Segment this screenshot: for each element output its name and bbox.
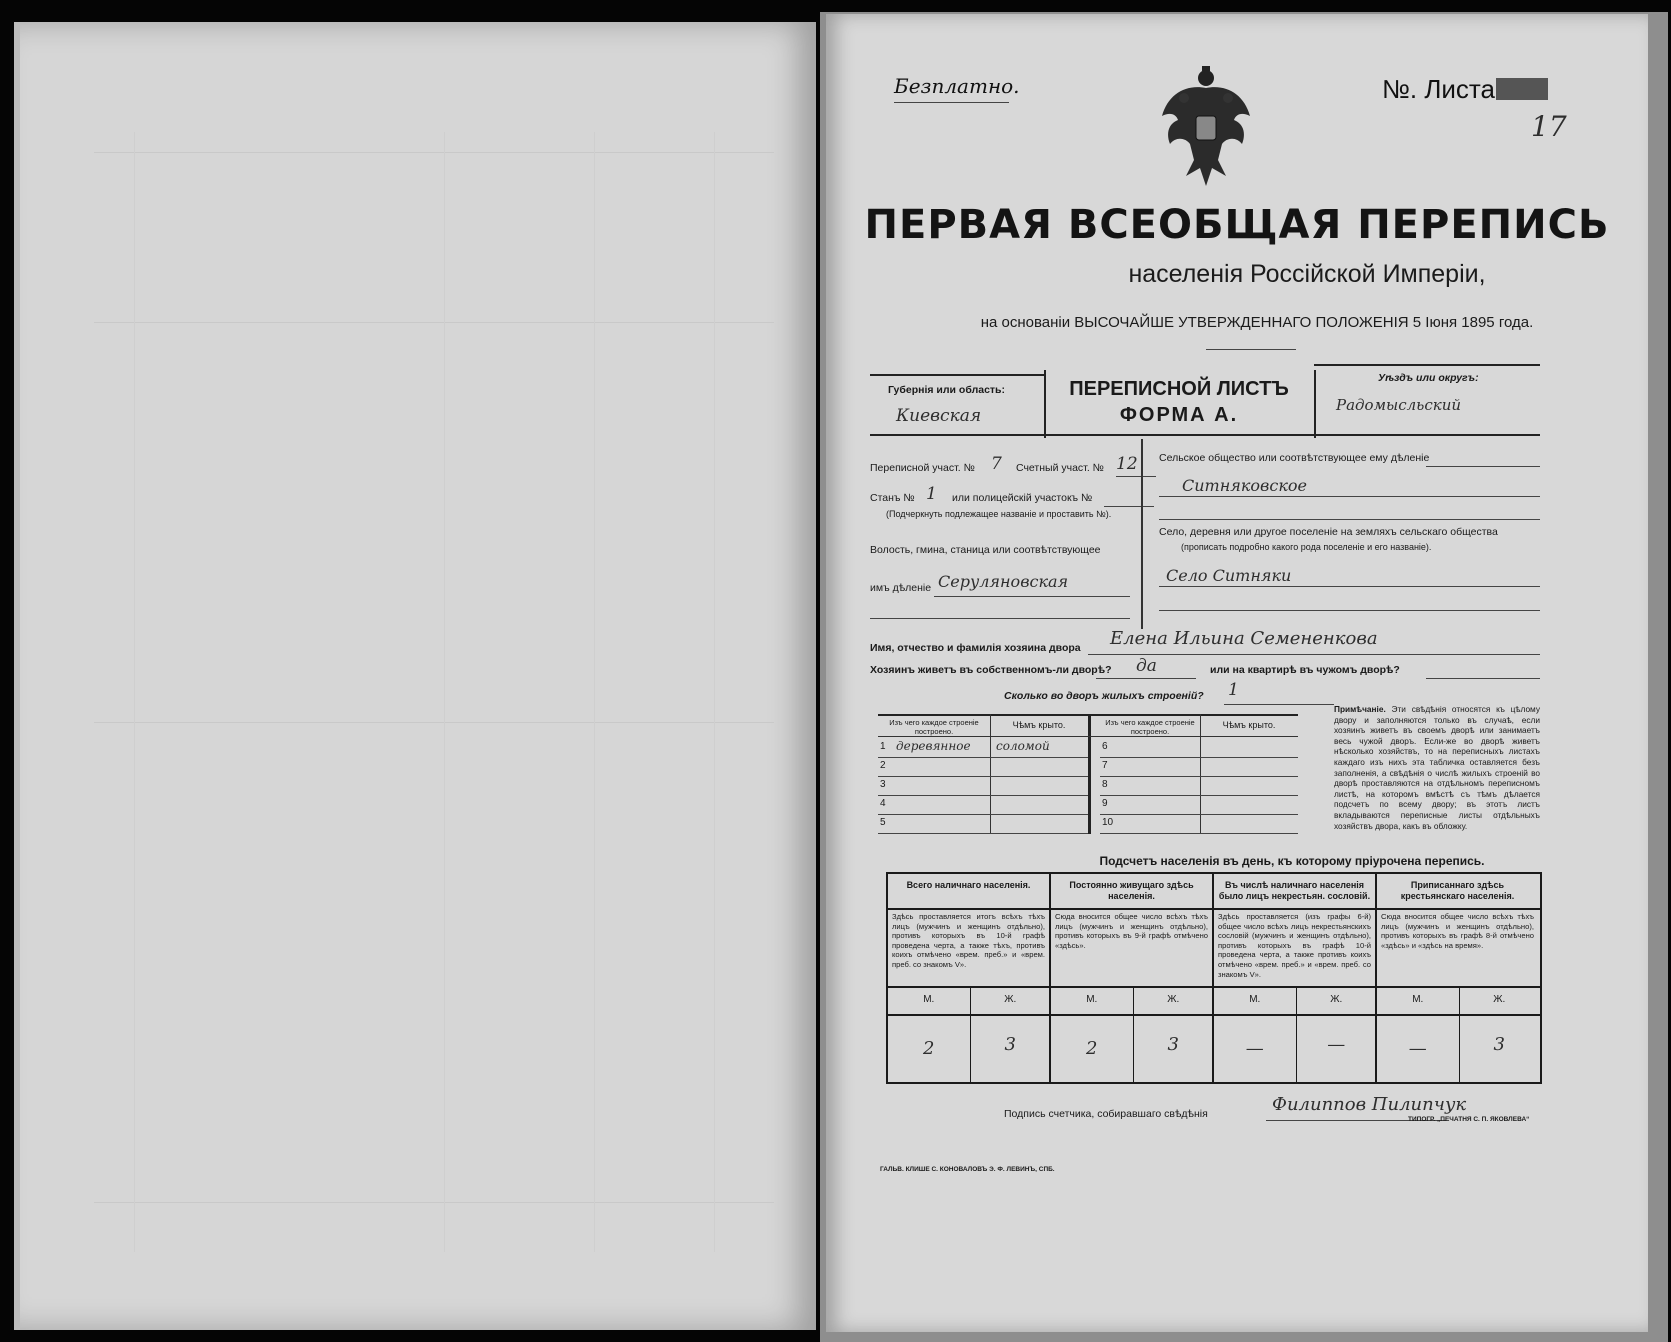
table-row — [1100, 814, 1298, 834]
table-row — [878, 795, 1088, 815]
column-description: Сюда вносится общее число всѣхъ тѣхъ лицъ (мужчинъ и женщинъ отдѣльно), противъ которыхъ въ графѣ 8-й отмѣчено «здѣсь» и «здѣсь на время». — [1381, 912, 1534, 950]
female-label: Ж. — [1004, 994, 1017, 1005]
district-value: Радомысльский — [1336, 396, 1462, 414]
field-line — [1159, 610, 1540, 611]
male-label: М. — [1249, 994, 1261, 1005]
field-line — [1116, 476, 1156, 477]
village-label: Село, деревня или другое поселеніе на земляхъ сельскаго общества — [1159, 526, 1498, 538]
male-label: М. — [1412, 994, 1424, 1005]
owner-lives-label: Хозяинъ живетъ въ собственномъ-ли дворѣ? — [870, 664, 1112, 676]
header-rule — [1214, 1014, 1377, 1016]
row-number: 8 — [1102, 779, 1108, 790]
count-section-title: Подсчетъ населенія въ день, къ которому пріурочена перепись. — [1099, 854, 1485, 868]
column-header: Всего наличнаго населенія. — [906, 880, 1031, 890]
divider — [1044, 370, 1046, 438]
volost-label-2: имъ дѣленіе — [870, 582, 932, 594]
column-description: Сюда вносится общее число всѣхъ тѣхъ лицъ (мужчинъ и женщинъ отдѣльно), противъ которыхъ въ 9-й графѣ отмѣчено «здѣсь». — [1055, 912, 1208, 950]
census-plot-label: Переписной участ. № — [870, 462, 975, 474]
volost-label: Волость, гмина, станица или соотвѣтствующее — [870, 544, 1101, 556]
field-line — [1426, 466, 1540, 467]
field-line — [1159, 586, 1540, 587]
count-plot-label: Счетный участ. № — [1016, 462, 1104, 474]
divider — [870, 434, 1540, 436]
buildings-label: Сколько во дворъ жилыхъ строеній? — [1004, 690, 1204, 702]
police-label: или полицейскій участокъ № — [952, 492, 1093, 504]
divider — [1314, 370, 1316, 438]
header-rule — [888, 908, 1051, 910]
ruled-line — [94, 152, 774, 153]
female-count: — — [1327, 1034, 1346, 1055]
material-cell: деревянное — [896, 739, 971, 753]
stan-value: 1 — [926, 484, 937, 504]
table-row — [878, 814, 1088, 834]
signature-label: Подпись счетчика, собиравшаго свѣдѣнія — [1004, 1108, 1208, 1120]
ruled-line — [594, 132, 595, 1252]
female-label: Ж. — [1167, 994, 1180, 1005]
province-label: Губернія или область: — [888, 384, 1006, 396]
col-material-header: Изъ чего каждое строеніе построено. — [1105, 718, 1195, 736]
page-edge — [14, 22, 20, 1330]
divider — [1314, 364, 1540, 366]
row-number: 1 — [880, 741, 886, 752]
free-label: Безплатно. — [894, 74, 1020, 98]
row-number: 2 — [880, 760, 886, 771]
table-row — [1100, 795, 1298, 815]
column-header: Въ числѣ наличнаго населенія было лицъ некрестьян. сословій. — [1218, 880, 1371, 901]
male-count: — — [1408, 1038, 1427, 1059]
row-number: 10 — [1102, 817, 1114, 828]
column-description: Здѣсь проставляется итогъ всѣхъ тѣхъ лицъ (мужчинъ и женщинъ отдѣльно), противъ которыхъ въ 10-й графѣ проведена черта, а также тѣхъ, противъ коихъ отмѣчено «врем. преб.» и «врем. преб. со знакомъ V». — [892, 912, 1045, 969]
table-row — [1100, 776, 1298, 796]
row-number: 7 — [1102, 760, 1108, 771]
document-title: ПЕРВАЯ ВСЕОБЩАЯ ПЕРЕПИСЬ — [864, 202, 1610, 248]
form-title: ПЕРЕПИСНОЙ ЛИСТЪ — [1069, 378, 1289, 400]
field-line — [1096, 678, 1196, 679]
female-label: Ж. — [1493, 994, 1506, 1005]
ruled-line — [94, 1202, 774, 1203]
document-basis: на основаніи ВЫСОЧАЙШЕ УТВЕРЖДЕННАГО ПОЛОЖЕНІЯ 5 Іюня 1895 года. — [980, 314, 1534, 331]
male-label: М. — [923, 994, 935, 1005]
male-label: М. — [1086, 994, 1098, 1005]
field-line — [870, 618, 1130, 619]
col-material-header: Изъ чего каждое строеніе построено. — [889, 718, 979, 736]
form-subtitle: ФОРМА А. — [1119, 404, 1239, 426]
buildings-table — [878, 714, 1298, 844]
signature-value: Филиппов Пилипчук — [1272, 1094, 1467, 1115]
district-label: Уѣздъ или округъ: — [1378, 372, 1479, 384]
ornament-rule — [1206, 349, 1296, 350]
note-text: Эти свѣдѣнія относятся къ цѣлому двору и заполняются только въ случаѣ, если хозяинъ живетъ въ своемъ дворѣ или занимаетъ весь чужой дворъ. Если-же во дворѣ живетъ нѣсколько хозяйствъ, то на переписныхъ листахъ каждаго изъ нихъ эта табличка оставляется безъ заполненія, а свѣдѣнія о числѣ жилыхъ строеній во дворѣ проставляются на отдѣльномъ переписномъ листѣ, на которомъ вмѣстѣ съ тѣмъ дѣлается подсчетъ по всему двору; въ этотъ листъ вкладываются переписные листы отдѣльныхъ хозяйствъ двора, какъ въ обложку. — [1334, 704, 1541, 831]
province-value: Киевская — [896, 406, 982, 426]
double-headed-eagle-emblem — [1156, 64, 1256, 192]
ruled-line — [94, 722, 774, 723]
header-rule — [1377, 1014, 1540, 1016]
row-number: 9 — [1102, 798, 1108, 809]
header-rule — [1051, 908, 1214, 910]
note-block — [1334, 704, 1540, 831]
owner-name-value: Елена Ильина Семененкова — [1110, 628, 1378, 649]
field-line — [934, 596, 1130, 597]
table-row — [878, 776, 1088, 796]
table-row — [1100, 738, 1298, 758]
printer-right: ТИПОГР. „ПЕЧАТНЯ С. П. ЯКОВЛЕВА“ — [1408, 1116, 1530, 1123]
population-count-table — [886, 872, 1542, 1084]
sheet-number-box — [1496, 78, 1548, 100]
printer-left: ГАЛЬВ. КЛИШЕ С. КОНОВАЛОВЪ Э. Ф. ЛЕВИНЪ, СПБ. — [880, 1166, 1055, 1173]
header-rule — [1051, 1014, 1214, 1016]
column-header: Постоянно живущаго здѣсь населенія. — [1069, 880, 1194, 901]
owner-or-label: или на квартирѣ въ чужомъ дворѣ? — [1210, 664, 1400, 676]
owner-name-label: Имя, отчество и фамилія хозяина двора — [870, 642, 1081, 654]
row-number: 5 — [880, 817, 886, 828]
row-number: 6 — [1102, 741, 1108, 752]
column-header: Приписаннаго здѣсь крестьянскаго населенія. — [1400, 880, 1515, 901]
field-line — [1426, 678, 1540, 679]
volost-value: Серуляновская — [938, 572, 1069, 591]
roof-cell: соломой — [996, 739, 1050, 753]
col-roof-header: Чѣмъ крыто. — [1012, 720, 1066, 730]
census-form-page — [826, 14, 1648, 1332]
sheet-number-hand: 17 — [1531, 110, 1567, 143]
field-line — [1104, 506, 1154, 507]
count-plot-value: 12 — [1116, 454, 1138, 474]
col-roof-header: Чѣмъ крыто. — [1222, 720, 1276, 730]
table-row — [878, 757, 1088, 777]
field-line — [1159, 519, 1540, 520]
document-subtitle: населенія Россійской Имперіи, — [1128, 260, 1486, 288]
stan-label: Станъ № — [870, 492, 915, 504]
sheet-number-label: №. Листа — [1382, 74, 1496, 104]
census-plot-value: 7 — [991, 454, 1002, 474]
underline-note: (Подчеркнуть подлежащее названіе и проставить №). — [886, 509, 1112, 519]
male-count: 2 — [1086, 1038, 1098, 1059]
note-label: Примѣчаніе. — [1334, 704, 1386, 714]
ruled-line — [94, 322, 774, 323]
header-rule — [1377, 908, 1540, 910]
table-rule — [878, 736, 1298, 737]
table-rule — [1088, 714, 1091, 834]
male-count: 2 — [923, 1038, 935, 1059]
divider — [870, 374, 1044, 376]
female-count: 3 — [1167, 1034, 1179, 1055]
ruled-line — [714, 132, 715, 1252]
female-count: 3 — [1004, 1034, 1016, 1055]
field-line — [1159, 496, 1540, 497]
society-value: Ситняковское — [1182, 476, 1307, 495]
field-line — [1224, 704, 1334, 705]
underline — [894, 102, 1009, 103]
village-value: Село Ситняки — [1166, 566, 1292, 585]
female-label: Ж. — [1330, 994, 1343, 1005]
village-note: (прописать подробно какого рода поселеніе и его названіе). — [1181, 542, 1432, 552]
table-row — [1100, 757, 1298, 777]
table-row — [878, 738, 1088, 758]
buildings-value: 1 — [1228, 680, 1239, 700]
row-number: 4 — [880, 798, 886, 809]
column-description: Здѣсь проставляется (изъ графы 6-й) общее число всѣхъ лицъ некрестьянскихъ сословій (мужчинъ и женщинъ отдѣльно), противъ которыхъ въ графѣ 10-й проведена черта, а также противъ коихъ отмѣчено «врем. преб.» и «врем. преб. со знакомъ V». — [1218, 912, 1371, 979]
owner-lives-value: да — [1136, 656, 1157, 676]
header-rule — [888, 1014, 1051, 1016]
female-count: 3 — [1493, 1034, 1505, 1055]
field-line — [1088, 654, 1540, 655]
left-page — [14, 22, 816, 1330]
row-number: 3 — [880, 779, 886, 790]
header-rule — [1214, 908, 1377, 910]
society-label: Сельское общество или соотвѣтствующее ему дѣленіе — [1159, 452, 1430, 464]
divider — [1141, 439, 1143, 629]
male-count: — — [1245, 1038, 1264, 1059]
ruled-line — [444, 132, 445, 1252]
ruled-line — [134, 132, 135, 1252]
